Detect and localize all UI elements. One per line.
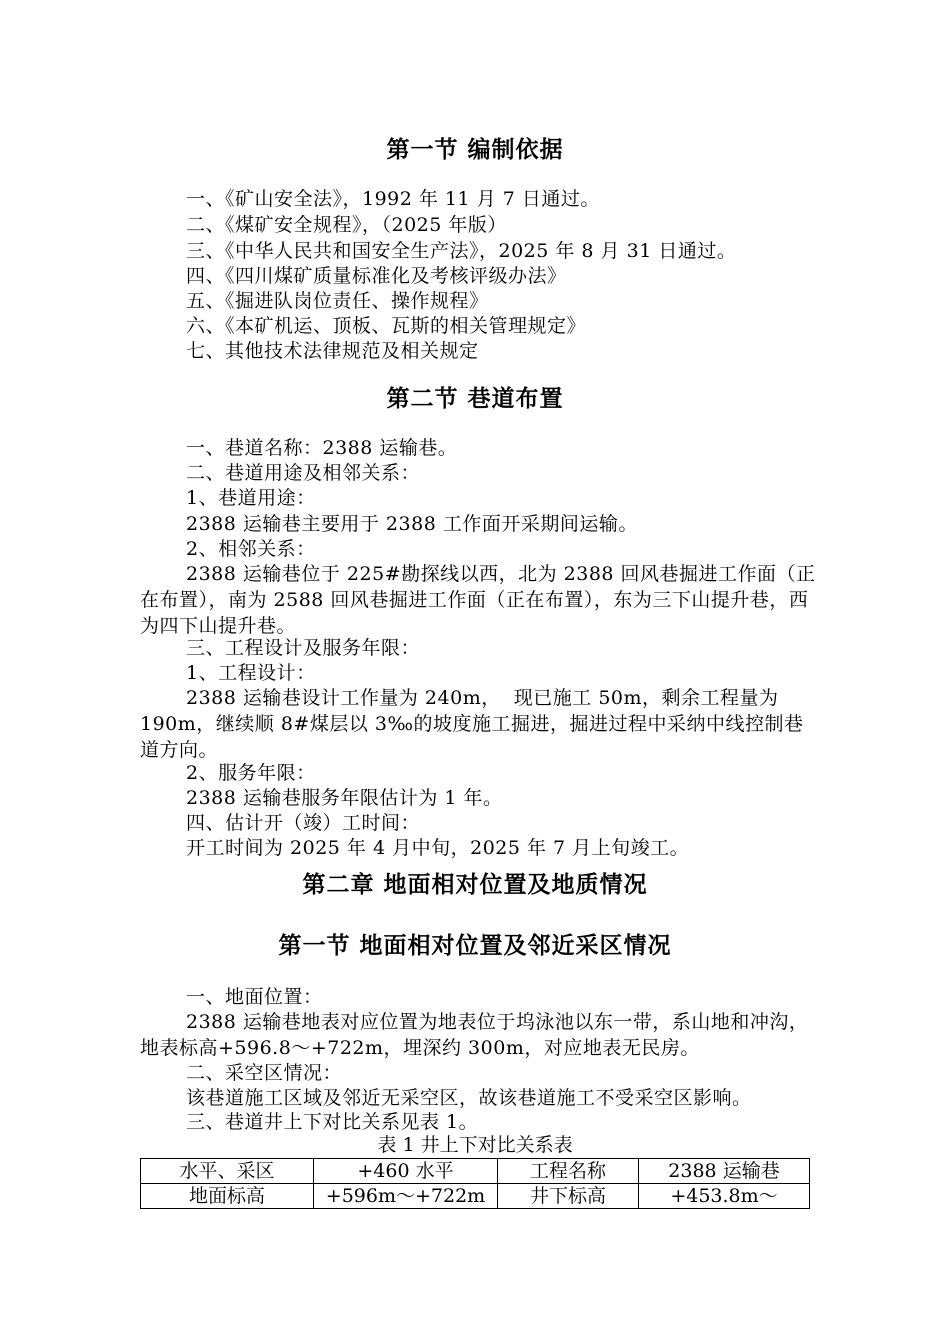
neighbor-subheading: 2、相邻关系： (186, 538, 316, 560)
table-cell: +460 水平 (314, 1159, 498, 1184)
schedule-text: 开工时间为 2025 年 4 月中旬，2025 年 7 月上旬竣工。 (186, 837, 690, 859)
roadway-name: 一、巷道名称：2388 运输巷。 (186, 437, 458, 459)
neighbor-paragraph: 2388 运输巷位于 225#勘探线以西，北为 2388 回风巷掘进工作面（正在布置），南为 2588 回风巷掘进工作面（正在布置），东为三下山提升巷，西为四下山提升巷。 (140, 563, 816, 637)
table-cell: +596m～+722m (314, 1184, 498, 1209)
table-row (141, 1159, 810, 1184)
table-cell: 井下标高 (498, 1184, 639, 1209)
table-cell: 水平、采区 (141, 1159, 314, 1184)
roadway-usage-subheading: 1、巷道用途： (186, 487, 316, 509)
comparison-reference: 三、巷道井上下对比关系见表 1。 (186, 1111, 479, 1133)
table-cell: 地面标高 (141, 1184, 314, 1209)
basis-item-3: 三、《中华人民共和国安全生产法》，2025 年 8 月 31 日通过。 (186, 240, 737, 262)
section-title-compilation-basis: 第一节 编制依据 (386, 136, 564, 163)
roadway-usage-heading: 二、巷道用途及相邻关系： (186, 462, 421, 484)
design-paragraph: 2388 运输巷设计工作量为 240m， 现已施工 50m，剩余工程量为 190m，继续顺 8#煤层以 3‰的坡度施工掘进，掘进过程中采纳中线控制巷道方向。 (140, 687, 804, 761)
basis-item-1: 一、《矿山安全法》，1992 年 11 月 7 日通过。 (186, 188, 600, 210)
goaf-heading: 二、采空区情况： (186, 1062, 343, 1084)
comparison-table (140, 1158, 810, 1209)
basis-item-2: 二、《煤矿安全规程》，（2025 年版） (186, 214, 507, 236)
basis-item-6: 六、《本矿机运、顶板、瓦斯的相关管理规定》 (186, 315, 587, 337)
design-subheading: 1、工程设计： (186, 662, 316, 684)
table-cell: 工程名称 (498, 1159, 639, 1184)
basis-item-5: 五、《掘进队岗位责任、操作规程》 (186, 290, 489, 312)
service-life-subheading: 2、服务年限： (186, 762, 316, 784)
surface-position-heading: 一、地面位置： (186, 986, 323, 1008)
basis-item-4: 四、《四川煤矿质量标准化及考核评级办法》 (186, 265, 567, 287)
chapter-title: 第二章 地面相对位置及地质情况 (302, 871, 648, 898)
roadway-usage-text: 2388 运输巷主要用于 2388 工作面开采期间运输。 (186, 513, 638, 535)
section-title-roadway-layout: 第二节 巷道布置 (386, 385, 564, 412)
surface-position-paragraph: 2388 运输巷地表对应位置为地表位于坞泳池以东一带，系山地和冲沟，地表标高+596.8～+722m，埋深约 300m，对应地表无民房。 (140, 1011, 809, 1059)
table-cell: 2388 运输巷 (639, 1159, 810, 1184)
table-row (141, 1184, 810, 1209)
service-life-text: 2388 运输巷服务年限估计为 1 年。 (186, 787, 503, 809)
design-heading: 三、工程设计及服务年限： (186, 637, 421, 659)
basis-item-7: 七、其他技术法律规范及相关规定 (186, 340, 479, 362)
schedule-heading: 四、估计开（竣）工时间： (186, 812, 421, 834)
table-cell: +453.8m～ (639, 1184, 810, 1209)
section-title-surface-position: 第一节 地面相对位置及邻近采区情况 (278, 932, 672, 959)
table-caption: 表 1 井上下对比关系表 (377, 1134, 573, 1156)
goaf-text: 该巷道施工区域及邻近无采空区，故该巷道施工不受采空区影响。 (186, 1087, 752, 1109)
